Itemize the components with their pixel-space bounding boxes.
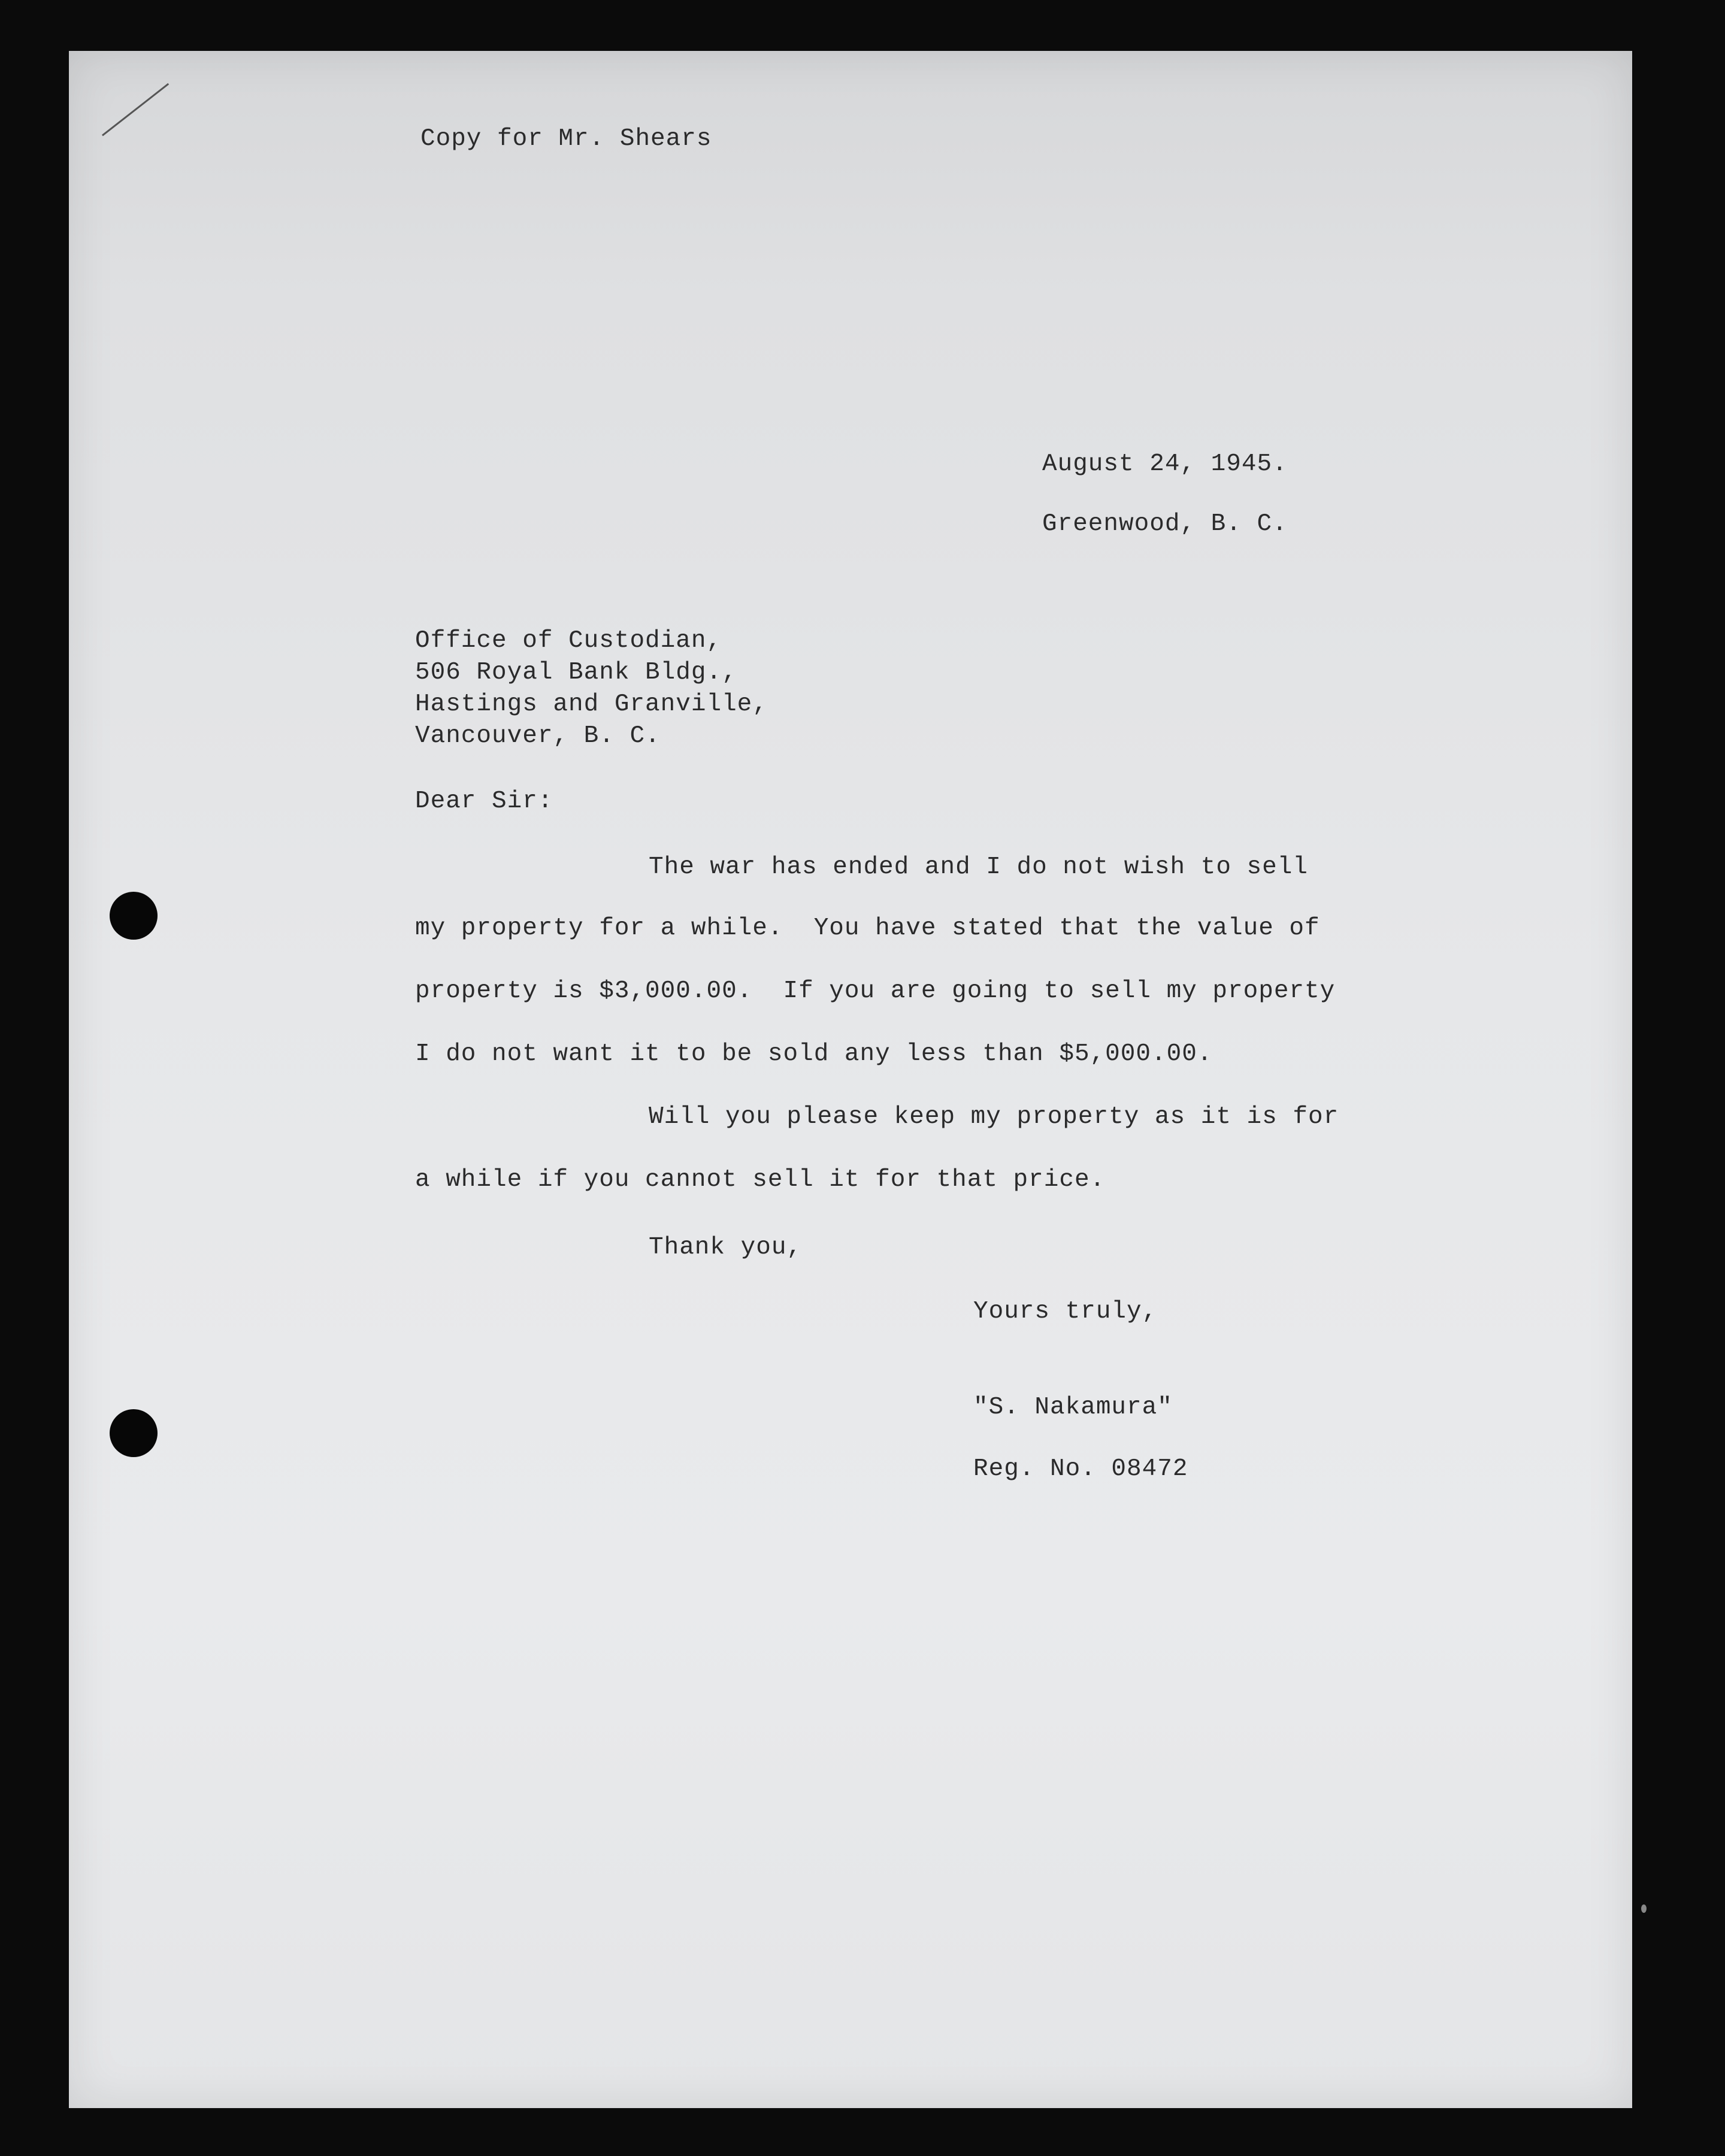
pencil-mark [102,83,169,137]
valediction: Yours truly, [973,1298,1158,1325]
body-line: my property for a while. You have stated that the value of [415,915,1320,942]
address-line: Office of Custodian, [415,627,722,655]
registration-number: Reg. No. 08472 [973,1455,1188,1483]
body-line: I do not want it to be sold any less than $5,000.00. [415,1040,1213,1068]
punch-hole-upper [110,892,158,940]
body-line: a while if you cannot sell it for that price. [415,1166,1106,1194]
address-line: Vancouver, B. C. [415,722,661,750]
address-line: Hastings and Granville, [415,691,768,718]
letter-place: Greenwood, B. C. [1042,510,1288,538]
edge-speck [1641,1904,1647,1913]
body-line: property is $3,000.00. If you are going to sell my property [415,977,1336,1005]
punch-hole-lower [110,1409,158,1457]
thanks-line: Thank you, [649,1234,803,1261]
address-line: 506 Royal Bank Bldg., [415,659,737,686]
salutation: Dear Sir: [415,788,553,815]
body-line: Will you please keep my property as it is for [649,1103,1339,1131]
body-line: The war has ended and I do not wish to sell [649,853,1308,881]
letter-date: August 24, 1945. [1042,450,1288,478]
paper-sheet [69,51,1632,2108]
copy-note: Copy for Mr. Shears [420,125,712,153]
typed-signature: "S. Nakamura" [973,1394,1173,1421]
